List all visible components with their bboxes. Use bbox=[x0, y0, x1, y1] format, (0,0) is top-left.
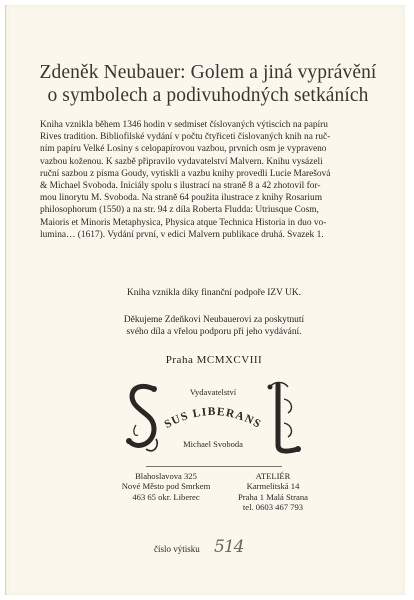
colophon-line: & Michael Svoboda. Iniciály spolu s ilustrací na straně 8 a 42 zhotovil for- bbox=[40, 181, 321, 192]
acknowledgement-line-1: Děkujeme Zdeňkovi Neubauerovi za poskytnutí bbox=[123, 315, 305, 325]
publisher-heading: Vydavatelství bbox=[189, 387, 237, 397]
address-line: Karmelitská 14 bbox=[246, 481, 300, 492]
title-line-2: o symbolech a podivuhodných setkáních bbox=[47, 85, 369, 106]
address-line: ATELIÉR bbox=[255, 471, 291, 481]
colophon-line: philosophorum (1550) a na str. 94 z díla Roberta Fludda: Utriusque Cosm, bbox=[40, 205, 319, 216]
acknowledgement-line-2: svého díla a vřelou podporu při jeho vydávání. bbox=[126, 327, 302, 338]
colophon-line: ním papíru Velké Losiny s celopapírovou vazbou, prvních osm je vypraveno bbox=[40, 144, 327, 155]
handwritten-copy-number: 514 bbox=[214, 537, 244, 557]
colophon-line: vazbou koženou. K sazbě připravilo vydavatelství Malvern. Knihu vysázeli bbox=[40, 156, 323, 167]
colophon-line: mou linorytu M. Svoboda. Na straně 64 použita ilustrace z knihy Rosarium bbox=[40, 193, 322, 204]
colophon-line: Maioris et Minoris Metaphysica, Physica atque Technica Historia in duo vo- bbox=[40, 217, 327, 228]
svg-text:SUS LIBERANS bbox=[163, 406, 264, 431]
studio-address bbox=[228, 471, 318, 513]
ornamental-initial-l-icon bbox=[264, 379, 302, 457]
place-and-year: Praha MCMXCVIII bbox=[165, 354, 263, 366]
copy-number-label: číslo výtisku bbox=[154, 544, 200, 554]
publisher-address bbox=[118, 471, 214, 502]
acknowledgement bbox=[40, 314, 388, 338]
divider bbox=[146, 466, 282, 467]
address-line: Blahoslavova 325 bbox=[135, 471, 197, 481]
publisher-mark bbox=[124, 377, 302, 461]
funding-note: Kniha vznikla díky finanční podpoře IZV UK. bbox=[126, 288, 301, 298]
title-line-1: Zdeněk Neubauer: Golem a jiná vyprávění bbox=[39, 62, 377, 83]
colophon-line: ruční sazbou z písma Goudy, vytiskli a vazbu knihy provedli Lucie Marešová bbox=[40, 168, 331, 179]
colophon-line: Kniha vznikla během 1346 hodin v sedmiset číslovaných výtiscích na papíru bbox=[40, 120, 328, 130]
copy-number-row bbox=[154, 537, 274, 561]
address-line: Nové Město pod Smrkem bbox=[121, 481, 211, 492]
colophon-text bbox=[40, 119, 388, 241]
publisher-name-text: SUS LIBERANS bbox=[162, 405, 264, 432]
colophon-line: Rives tradition. Bibliofilské vydání v počtu čtyřiceti číslovaných knih na ruč- bbox=[40, 132, 331, 143]
address-line: 463 65 okr. Liberec bbox=[132, 491, 200, 502]
book-page bbox=[5, 5, 405, 595]
address-line: Praha 1 Malá Strana bbox=[238, 491, 308, 502]
publisher-name bbox=[162, 399, 264, 433]
book-title bbox=[28, 61, 388, 107]
phone-number: tel. 0603 467 793 bbox=[242, 502, 304, 513]
ornamental-initial-s-icon bbox=[124, 379, 162, 457]
colophon-line: lumina… (1617). Vydání první, v edici Malvern publikace druhá. Svazek 1. bbox=[40, 229, 324, 240]
publisher-person: Michael Svoboda bbox=[183, 439, 243, 449]
